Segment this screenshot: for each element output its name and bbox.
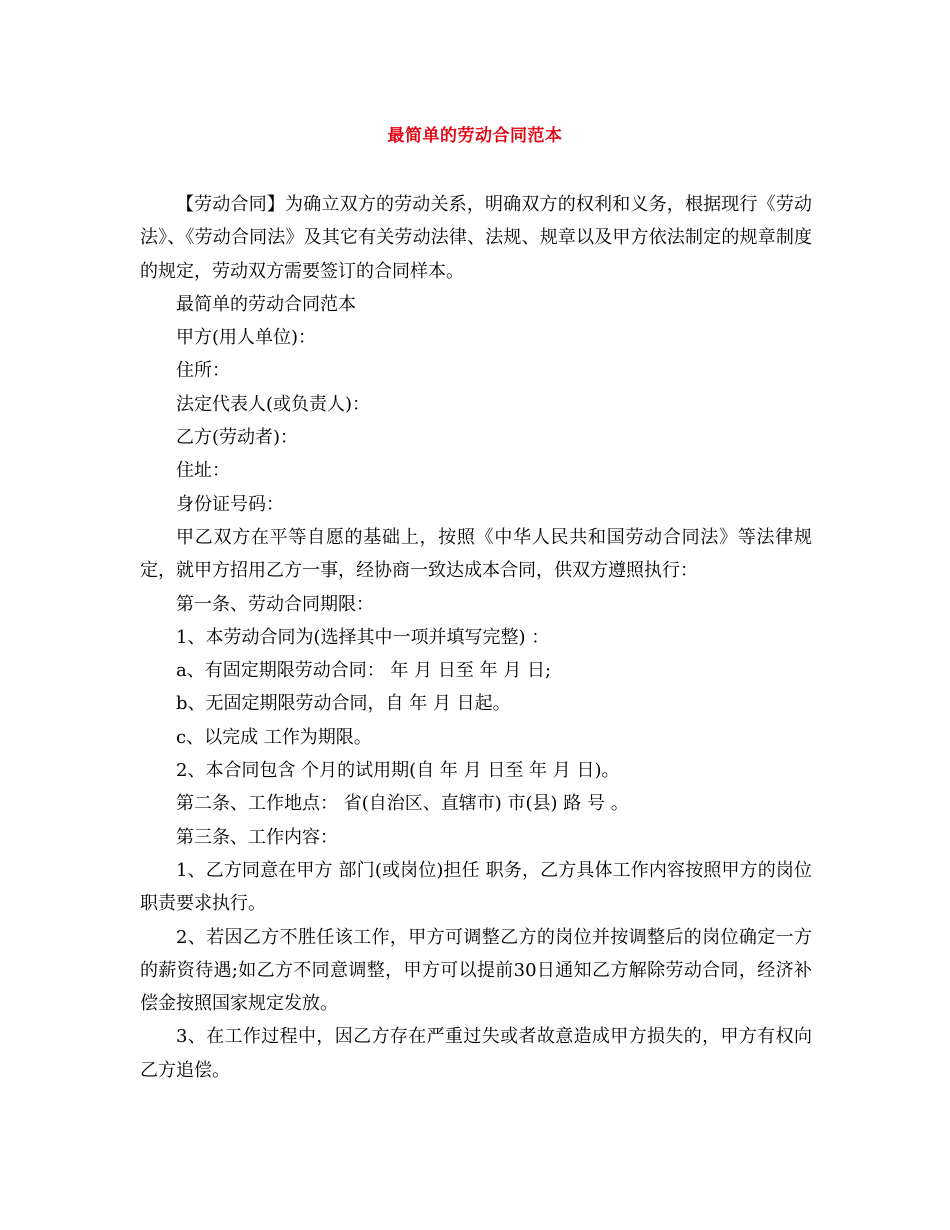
party-b-line: 乙方(劳动者)： xyxy=(176,427,299,449)
article-2-line: 第二条、工作地点： 省(自治区、直辖市) 市(县) 路 号 。 xyxy=(176,793,629,815)
article-1-option-b: b、无固定期限劳动合同，自 年 月 日起。 xyxy=(176,693,511,715)
party-a-address-line: 住所： xyxy=(176,360,230,382)
article-1-heading: 第一条、劳动合同期限： xyxy=(176,593,374,615)
article-3-item-2: 2、若因乙方不胜任该工作，甲方可调整乙方的岗位并按调整后的岗位确定一方的薪资待遇;如乙方不同意调整，甲方可以提前30日通知乙方解除劳动合同，经济补偿金按照国家规定发放。 xyxy=(140,926,812,1015)
article-3-item-1: 1、乙方同意在甲方 部门(或岗位)担任 职务，乙方具体工作内容按照甲方的岗位职责要求执行。 xyxy=(140,859,812,915)
party-b-address-line: 住址： xyxy=(176,460,230,482)
article-1-option-c: c、以完成 工作为期限。 xyxy=(176,726,372,748)
party-a-line: 甲方(用人单位)： xyxy=(176,327,317,349)
article-3-item-3: 3、在工作过程中，因乙方存在严重过失或者故意造成甲方损失的，甲方有权向乙方追偿。 xyxy=(140,1026,812,1081)
article-1-item-1: 1、本劳动合同为(选择其中一项并填写完整) ： xyxy=(176,626,550,648)
article-1-option-a: a、有固定期限劳动合同： 年 月 日至 年 月 日; xyxy=(176,660,552,682)
agreement-preamble: 甲乙双方在平等自愿的基础上，按照《中华人民共和国劳动合同法》等法律规定，就甲方招用乙方一事，经协商一致达成本合同，供双方遵照执行： xyxy=(140,526,812,582)
contract-heading-line: 最简单的劳动合同范本 xyxy=(176,293,356,315)
id-number-line: 身份证号码： xyxy=(176,493,284,515)
intro-paragraph: 【劳动合同】为确立双方的劳动关系，明确双方的权利和义务，根据现行《劳动法》、《劳动合同法》及其它有关劳动法律、法规、规章以及甲方依法制定的规章制度的规定，劳动双方需要签订的合同样本。 xyxy=(140,194,812,282)
article-3-heading: 第三条、工作内容： xyxy=(176,826,338,848)
document-title: 最简单的劳动合同范本 xyxy=(387,126,563,146)
document-body xyxy=(140,188,812,1087)
legal-representative-line: 法定代表人(或负责人)： xyxy=(176,393,371,415)
article-1-item-2: 2、本合同包含 个月的试用期(自 年 月 日至 年 月 日)。 xyxy=(176,760,620,782)
